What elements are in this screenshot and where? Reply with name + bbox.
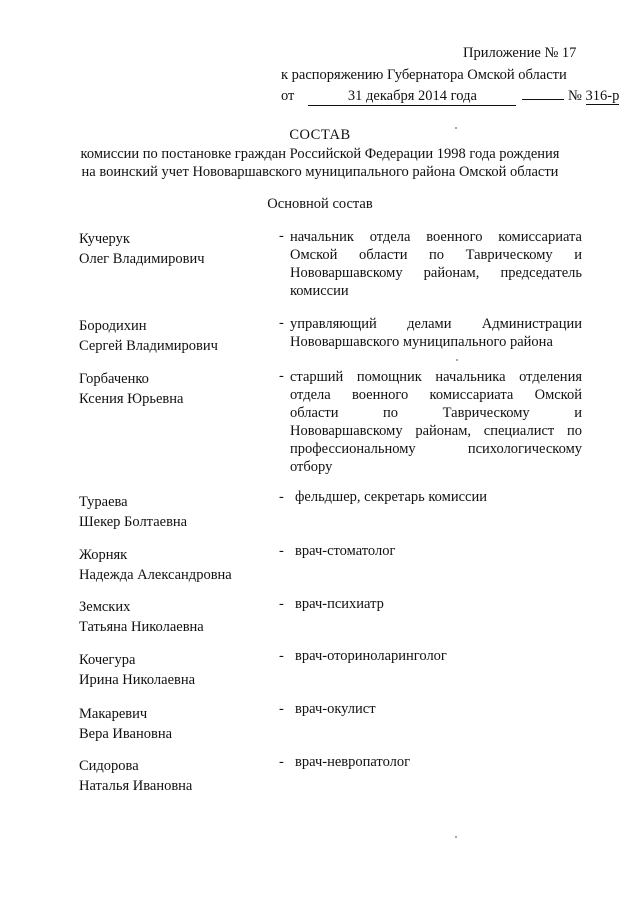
role-line: начальник отдела военного комиссариата: [290, 229, 582, 245]
role-dash: -: [279, 701, 284, 717]
date-prefix: от: [281, 88, 295, 104]
member-given-names: Татьяна Николаевна: [79, 619, 204, 635]
number-blank: [522, 99, 564, 100]
role-dash: -: [279, 596, 284, 612]
member-surname: Сидорова: [79, 758, 139, 774]
member-given-names: Наталья Ивановна: [79, 778, 193, 794]
order-date: 31 декабря 2014 года: [308, 88, 516, 106]
member-given-names: Шекер Болтаевна: [79, 514, 188, 530]
member-given-names: Вера Ивановна: [79, 726, 173, 742]
order-date-line: [281, 88, 619, 106]
role-dash: -: [279, 228, 284, 244]
member-role: [290, 368, 582, 476]
member-surname: Горбаченко: [79, 371, 149, 387]
member-name: [79, 597, 204, 637]
member-name: [79, 545, 232, 585]
member-role: [290, 315, 582, 351]
member-surname: Макаревич: [79, 706, 148, 722]
member-surname: Кучерук: [79, 231, 130, 247]
order-number: 316-р: [585, 88, 620, 104]
role-line: области по Таврическому и: [290, 405, 582, 421]
role-dash: -: [279, 543, 284, 559]
role-line: Омской области по Таврическому и: [290, 247, 582, 263]
member-name: [79, 229, 205, 269]
member-name: [79, 369, 183, 409]
member-given-names: Надежда Александровна: [79, 567, 232, 583]
role-line: Нововаршавскому районам, председатель: [290, 265, 582, 281]
member-surname: Жорняк: [79, 547, 128, 563]
member-role: врач-оториноларинголог: [295, 648, 447, 664]
member-surname: Тураева: [79, 494, 128, 510]
role-line: старший помощник начальника отделения: [290, 369, 582, 385]
role-line: управляющий делами Администрации: [290, 316, 582, 332]
member-name: [79, 704, 172, 744]
section-heading: Основной состав: [267, 196, 373, 212]
role-line: отбору: [290, 459, 333, 475]
role-dash: -: [279, 315, 284, 331]
member-role: врач-психиатр: [295, 596, 384, 612]
number-prefix: №: [568, 88, 582, 104]
role-line: Нововаршавского муниципального района: [290, 334, 553, 350]
document-subtitle-line-2: на воинский учет Нововаршавского муниципального района Омской области: [81, 164, 559, 180]
order-reference: к распоряжению Губернатора Омской области: [281, 67, 567, 83]
appendix-label: Приложение № 17: [463, 45, 577, 61]
member-role: врач-окулист: [295, 701, 376, 717]
member-role: [290, 228, 582, 300]
member-name: [79, 492, 187, 532]
role-dash: -: [279, 368, 284, 384]
member-role: врач-стоматолог: [295, 543, 396, 559]
member-given-names: Сергей Владимирович: [79, 338, 218, 354]
member-surname: Кочегура: [79, 652, 136, 668]
member-role: фельдшер, секретарь комиссии: [295, 489, 487, 505]
role-line: Нововаршавскому районам, специалист по: [290, 423, 582, 439]
role-line: комиссии: [290, 283, 349, 299]
scan-speck: [456, 359, 458, 361]
role-dash: -: [279, 648, 284, 664]
scan-speck: [455, 127, 457, 129]
role-line: отдела военного комиссариата Омской: [290, 387, 582, 403]
scan-speck: [455, 836, 457, 838]
role-dash: -: [279, 754, 284, 770]
document-title: СОСТАВ: [289, 127, 351, 143]
member-surname: Бородихин: [79, 318, 147, 334]
member-role: врач-невропатолог: [295, 754, 411, 770]
member-surname: Земских: [79, 599, 131, 615]
member-given-names: Олег Владимирович: [79, 251, 205, 267]
role-dash: -: [279, 489, 284, 505]
document-subtitle-line-1: комиссии по постановке граждан Российской Федерации 1998 года рождения: [80, 146, 560, 162]
member-name: [79, 650, 195, 690]
member-name: [79, 756, 192, 796]
member-given-names: Ксения Юрьевна: [79, 391, 184, 407]
role-line: профессиональному психологическому: [290, 441, 582, 457]
member-given-names: Ирина Николаевна: [79, 672, 196, 688]
member-name: [79, 316, 218, 356]
